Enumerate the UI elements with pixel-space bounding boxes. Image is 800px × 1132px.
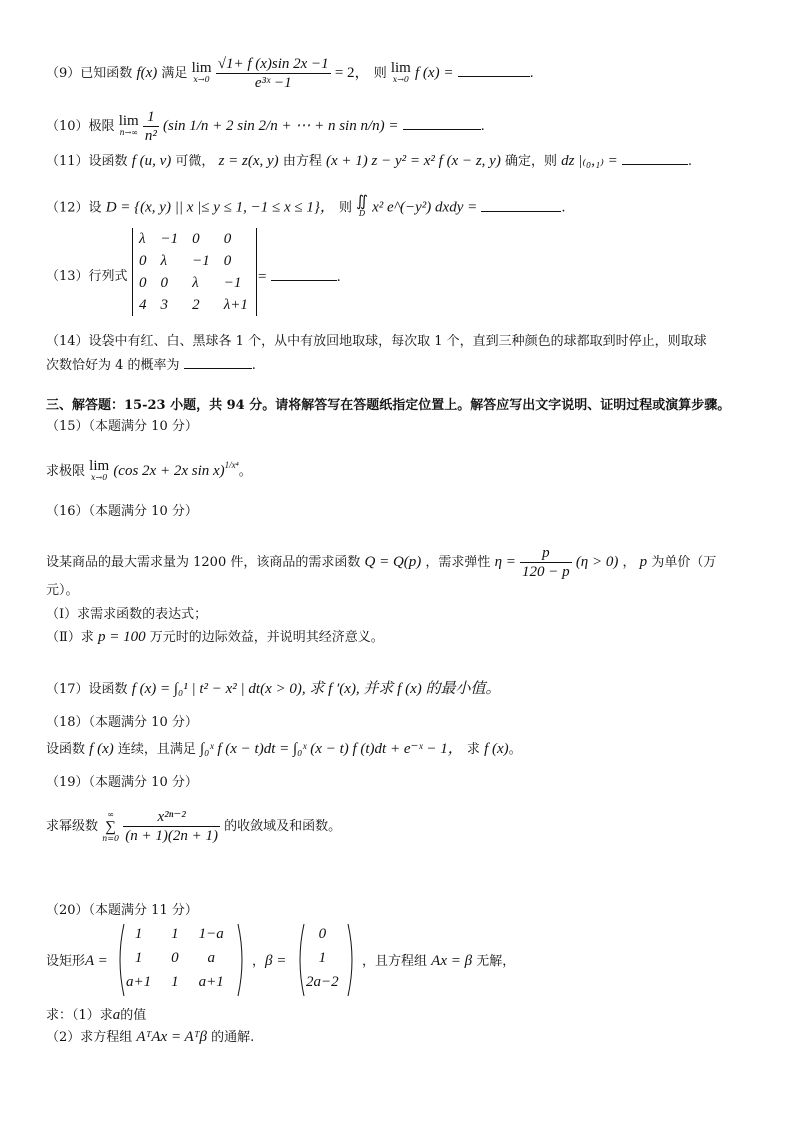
matrix-A-cell: a+1 bbox=[126, 973, 152, 990]
answer-blank bbox=[481, 199, 561, 212]
q9-limit2: lim x→0 bbox=[390, 59, 411, 84]
determinant-cell: λ bbox=[139, 230, 146, 247]
matrix-A-table bbox=[116, 922, 234, 994]
q10-text: 极限 bbox=[88, 119, 115, 134]
q11-number: （11） bbox=[46, 154, 89, 169]
q17-text: 设函数 bbox=[88, 682, 128, 697]
q9-text: 已知函数 bbox=[80, 66, 133, 81]
q18-text2: 连续，且满足 bbox=[117, 742, 196, 757]
q9-fx: f(x) bbox=[136, 65, 158, 81]
matrix-A-cell: 1 bbox=[134, 949, 143, 966]
q20-beta: β = bbox=[265, 953, 287, 969]
q19-sum: ∞ ∑ n=0 bbox=[102, 809, 120, 843]
q20-text2: ，且方程组 bbox=[362, 954, 428, 969]
determinant-cell: 0 bbox=[139, 274, 147, 291]
q19-header: （19）（本题满分 10 分） bbox=[46, 775, 198, 790]
q13-number: （13） bbox=[46, 269, 89, 284]
vector-beta-cell: 1 bbox=[318, 949, 327, 966]
q11-dz: dz |₍₀,₁₎ = bbox=[561, 153, 618, 169]
q16-text4: 为单价（万 bbox=[651, 555, 717, 570]
determinant-cell: −1 bbox=[223, 274, 242, 291]
question-19 bbox=[46, 808, 341, 845]
q19-text: 求幂级数 bbox=[46, 819, 99, 834]
matrix-A-row bbox=[116, 946, 234, 970]
determinant-cell: 0 bbox=[160, 274, 168, 291]
q9-limit: lim x→0 bbox=[191, 59, 212, 84]
matrix-A bbox=[116, 922, 234, 994]
matrix-A-cell: 0 bbox=[171, 949, 179, 966]
vector-beta-row bbox=[296, 946, 349, 970]
q9-text3: 则 bbox=[373, 66, 387, 81]
q20-ask2-text2: 的通解. bbox=[211, 1030, 255, 1045]
q12-set: D = {(x, y) || x |≤ y ≤ 1, −1 ≤ x ≤ 1}， bbox=[105, 199, 335, 216]
q15-expression: (cos 2x + 2x sin x) bbox=[113, 463, 225, 479]
determinant-cell: λ+1 bbox=[223, 296, 248, 313]
q20-text3: 无解， bbox=[476, 954, 516, 969]
determinant-matrix bbox=[133, 228, 256, 316]
q20-ask1 bbox=[46, 1006, 146, 1025]
q20-condition bbox=[362, 952, 515, 971]
q16-p: p bbox=[639, 554, 648, 570]
q20-A-label bbox=[46, 952, 108, 971]
determinant-cell: 0 bbox=[223, 230, 232, 247]
q12-end: . bbox=[561, 200, 566, 216]
question-14-line1 bbox=[46, 333, 707, 351]
q20-ask1-text: 求：（1）求 bbox=[46, 1008, 113, 1023]
q16-fraction: $\frac{p}{120 - p}$ bbox=[522, 545, 570, 580]
matrix-A-cell: 1 bbox=[171, 973, 179, 990]
q19-text2: 的收敛域及和函数。 bbox=[224, 819, 342, 834]
vector-beta-table bbox=[296, 922, 349, 994]
q15-header: （15）（本题满分 10 分） bbox=[46, 419, 198, 434]
matrix-A-cell: 1 bbox=[171, 925, 179, 942]
question-15 bbox=[46, 456, 252, 484]
determinant-cell: −1 bbox=[160, 230, 179, 247]
question-10 bbox=[46, 108, 485, 145]
q10-body: (sin 1/n + 2 sin 2/n + ⋯ + n sin n/n) = bbox=[163, 118, 399, 134]
determinant-row bbox=[133, 294, 256, 316]
determinant-cell: 3 bbox=[160, 296, 168, 313]
question-13-label bbox=[46, 268, 128, 286]
vector-beta-row bbox=[296, 922, 349, 946]
determinant-cell: −1 bbox=[192, 252, 210, 269]
q16-sub1: （Ⅰ）求需求函数的表达式； bbox=[46, 607, 208, 622]
q14-text: （14）设袋中有红、白、黑球各 1 个，从中有放回地取球，每次取 1 个，直到三种颜色的球都取到时停止，则取球 bbox=[46, 334, 707, 349]
vector-beta bbox=[296, 922, 349, 994]
q9-fx2: f (x) = bbox=[415, 65, 454, 81]
q10-fraction: $\frac{1}{\text{n²}}$ bbox=[144, 109, 157, 144]
q20-axb: Ax = β bbox=[431, 953, 473, 969]
determinant-cell: 0 bbox=[192, 230, 200, 247]
question-12 bbox=[46, 196, 566, 220]
q11-text: 设函数 bbox=[88, 154, 128, 169]
q11-equation: (x + 1) z − y² = x² f (x − z, y) bbox=[325, 153, 501, 169]
q11-fuv: f (u, v) bbox=[131, 153, 172, 169]
q14-text2: 次数恰好为 4 的概率为 bbox=[46, 358, 180, 373]
question-17 bbox=[46, 680, 501, 699]
q11-end: . bbox=[687, 154, 693, 169]
q9-number: （9） bbox=[46, 66, 81, 81]
question-9 bbox=[46, 55, 534, 92]
vector-beta-cell: 2a−2 bbox=[306, 973, 339, 990]
q10-number: （10） bbox=[46, 119, 89, 134]
q12-number: （12） bbox=[46, 200, 89, 216]
matrix-A-row bbox=[116, 970, 234, 994]
q15-end: 。 bbox=[238, 464, 252, 479]
q9-fraction: $\frac{√1+ f (x)\sin 2x -1}{\text{e³ˣ −1}}$ bbox=[217, 56, 329, 91]
vector-beta-row bbox=[296, 970, 349, 994]
determinant-cell: 0 bbox=[139, 252, 147, 269]
q16-sub2-text: （Ⅱ）求 bbox=[46, 630, 94, 645]
matrix-A-cell: a+1 bbox=[198, 973, 224, 990]
matrix-A-row bbox=[116, 922, 234, 946]
q16-demand: Q = Q(p) bbox=[364, 554, 422, 570]
q18-end: 。 bbox=[508, 742, 522, 757]
question-18 bbox=[46, 740, 522, 759]
q16-text3: ， bbox=[622, 555, 636, 570]
q20-A: A = bbox=[85, 953, 108, 969]
determinant-cell: 0 bbox=[223, 252, 232, 269]
determinant-cell: 2 bbox=[192, 296, 200, 313]
determinant-row bbox=[133, 272, 256, 294]
determinant-cell: 4 bbox=[139, 296, 147, 313]
q11-text2: 可微， bbox=[175, 154, 215, 169]
q14-end: . bbox=[251, 358, 256, 373]
matrix-A-cell: 1−a bbox=[198, 925, 224, 942]
q18-header: （18）（本题满分 10 分） bbox=[46, 715, 198, 730]
q20-a: a bbox=[112, 1007, 121, 1023]
determinant-row bbox=[133, 250, 256, 272]
q16-sub2 bbox=[46, 628, 384, 647]
q18-fx: f (x) bbox=[89, 741, 114, 757]
q20-header: （20）（本题满分 11 分） bbox=[46, 903, 198, 918]
q18-text: 设函数 bbox=[46, 742, 86, 757]
q20-ask2 bbox=[46, 1028, 254, 1047]
q12-integrand: x² e^(−y²) dxdy = bbox=[372, 199, 478, 216]
section-3-title: 三、解答题：15-23 小题，共 94 分。请将解答写在答题纸指定位置上。解答应写出文字说明、证明过程或演算步骤。 bbox=[46, 398, 731, 413]
q18-fx2: f (x) bbox=[484, 741, 509, 757]
matrix-A-cell: a bbox=[207, 949, 215, 966]
question-14-line2 bbox=[46, 356, 256, 375]
q16-line2: 元）。 bbox=[46, 583, 79, 598]
answer-blank bbox=[403, 117, 481, 130]
answer-blank bbox=[184, 356, 252, 369]
q11-zdef: z = z(x, y) bbox=[218, 153, 279, 169]
q13-text: 行列式 bbox=[88, 269, 128, 284]
q15-limit: lim x→0 bbox=[89, 457, 110, 482]
answer-blank bbox=[458, 64, 530, 77]
vector-beta-cell: 0 bbox=[318, 925, 327, 942]
q20-B-label bbox=[252, 952, 286, 971]
q13-eq: = bbox=[258, 269, 267, 285]
determinant bbox=[132, 228, 257, 316]
q18-text3: 求 bbox=[466, 742, 480, 757]
q15-text: 求极限 bbox=[46, 464, 86, 479]
question-11 bbox=[46, 152, 692, 171]
determinant-cell: λ bbox=[192, 274, 199, 291]
q20-ask1-text2: 的值 bbox=[120, 1008, 147, 1023]
determinant-cell: λ bbox=[160, 252, 167, 269]
q12-text: 设 bbox=[88, 200, 102, 216]
q13-end: . bbox=[336, 270, 341, 285]
q12-text2: 则 bbox=[339, 200, 353, 216]
q20-ask2-eq: AᵀAx = Aᵀβ bbox=[136, 1029, 207, 1045]
q10-limit: lim n→∞ bbox=[118, 112, 139, 137]
q9-eq: = 2， bbox=[334, 65, 370, 81]
q16-text: 设某商品的最大需求量为 1200 件，该商品的需求函数 bbox=[46, 555, 361, 570]
answer-blank bbox=[271, 268, 337, 281]
answer-blank bbox=[622, 152, 688, 165]
question-16 bbox=[46, 544, 716, 581]
q11-text3: 由方程 bbox=[282, 154, 322, 169]
q10-end: . bbox=[480, 119, 485, 134]
q19-fraction: $\frac{\text{x²ⁿ⁻²}}{(n + 1)(2n + 1)}$ bbox=[125, 809, 218, 844]
q16-eta: η = bbox=[494, 554, 516, 570]
q18-expression: ∫₀ˣ f (x − t)dt = ∫₀ˣ (x − t) f (t)dt + e⁻ˣ − 1， bbox=[200, 741, 463, 757]
q16-text2: ，需求弹性 bbox=[425, 555, 491, 570]
q20-text: 设矩形 bbox=[46, 954, 86, 969]
q16-condition: (η > 0) bbox=[575, 554, 619, 570]
matrix-A-cell: 1 bbox=[134, 925, 143, 942]
q11-text4: 确定，则 bbox=[504, 154, 557, 169]
q20-ask2-text: （2）求方程组 bbox=[46, 1030, 133, 1045]
q9-text2: 满足 bbox=[161, 66, 188, 81]
q16-sub2-text2: 万元时的边际效益，并说明其经济意义。 bbox=[149, 630, 384, 645]
q9-end: . bbox=[529, 66, 534, 81]
q16-p100: p = 100 bbox=[97, 629, 146, 645]
q17-number: （17） bbox=[46, 682, 89, 697]
q17-expression: f (x) = ∫₀¹ | t² − x² | dt(x > 0), 求 f ′(x), 并求 f (x) 的最小值。 bbox=[131, 681, 501, 697]
q15-exponent: 1/x⁴ bbox=[224, 460, 239, 470]
determinant-row bbox=[133, 228, 256, 250]
q12-integral: ∬ D bbox=[356, 194, 368, 218]
q20-comma: ， bbox=[252, 954, 266, 969]
q13-result bbox=[258, 268, 341, 287]
q16-header: （16）（本题满分 10 分） bbox=[46, 504, 198, 519]
